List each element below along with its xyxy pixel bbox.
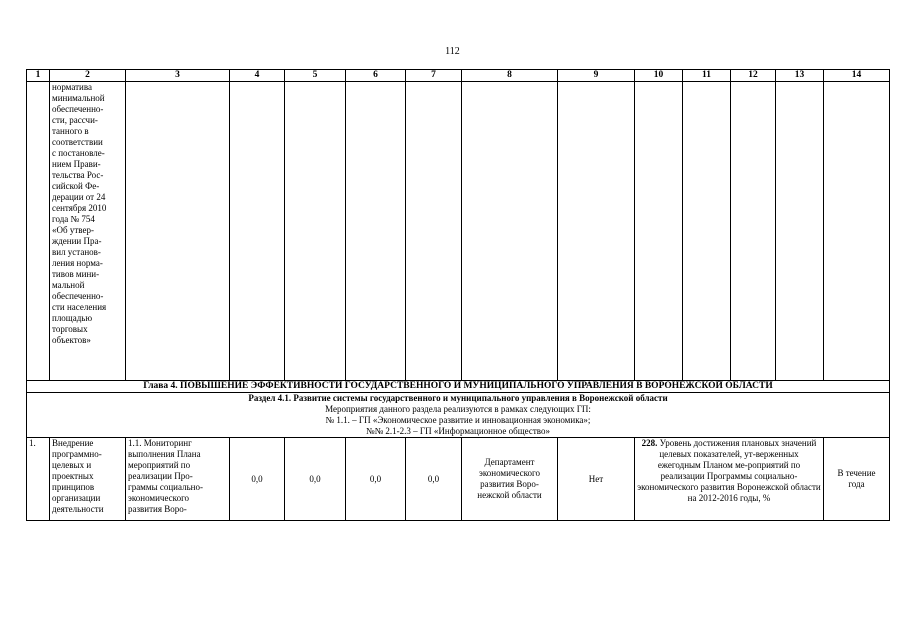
column-header-row bbox=[27, 70, 890, 82]
table-cell bbox=[558, 82, 635, 381]
column-header: 13 bbox=[776, 70, 824, 82]
column-header: 3 bbox=[126, 70, 230, 82]
chapter-title: Глава 4. ПОВЫШЕНИЕ ЭФФЕКТИВНОСТИ ГОСУДАРСТВЕННОГО И МУНИЦИПАЛЬНОГО УПРАВЛЕНИЯ В ВОРОНЕЖСКОЙ ОБЛАСТИ bbox=[27, 381, 890, 393]
funding-value: 0,0 bbox=[230, 438, 285, 521]
document-table bbox=[26, 69, 890, 521]
column-header: 4 bbox=[230, 70, 285, 82]
column-header: 6 bbox=[346, 70, 406, 82]
column-header: 14 bbox=[824, 70, 890, 82]
responsible-department: Департамент экономического развития Воро- нежской области bbox=[462, 438, 558, 521]
column-header: 11 bbox=[683, 70, 731, 82]
column-header: 5 bbox=[285, 70, 346, 82]
activity-name: Внедрение программно- целевых и проектных принципов организации деятельности bbox=[50, 438, 126, 521]
chapter-row bbox=[27, 381, 890, 393]
row-number: 1. bbox=[27, 438, 50, 521]
section-cell bbox=[27, 393, 890, 438]
table-row bbox=[27, 438, 890, 521]
table-cell bbox=[731, 82, 776, 381]
table-cell bbox=[346, 82, 406, 381]
table-cell bbox=[27, 82, 50, 381]
timeframe: В течение года bbox=[824, 438, 890, 521]
continuation-text: норматива минимальной обеспеченно- сти, рассчи- танного в соответствии с постановле- нием Прави- тельства Рос- сийской Фе- дерации от 24 сентября 2010 года № 754 «Об утвер- ждении Пра- вил установ- ления норма- тивов мини- мальной обеспеченно- сти населения площадью торговых объектов» bbox=[50, 82, 126, 381]
table-cell bbox=[635, 82, 683, 381]
column-header: 9 bbox=[558, 70, 635, 82]
section-line: №№ 2.1-2.3 – ГП «Информационное общество» bbox=[366, 426, 550, 436]
indicator-text: Уровень достижения плановых значений целевых показателей, ут-верженных ежегодным Планом ме-роприятий по реализации Программы социально-экономического развития Воронежской области на 2012-2016 годы, % bbox=[637, 438, 821, 503]
table-cell bbox=[824, 82, 890, 381]
funding-value: 0,0 bbox=[346, 438, 406, 521]
indicator-number: 228. bbox=[641, 438, 658, 448]
page-number: 112 bbox=[445, 46, 460, 57]
indicator-cell bbox=[635, 438, 824, 521]
column-header: 2 bbox=[50, 70, 126, 82]
section-row bbox=[27, 393, 890, 438]
table-cell bbox=[776, 82, 824, 381]
column-header: 10 bbox=[635, 70, 683, 82]
column-header: 12 bbox=[731, 70, 776, 82]
table-cell bbox=[462, 82, 558, 381]
table-cell bbox=[230, 82, 285, 381]
table-cell bbox=[285, 82, 346, 381]
measure-description: 1.1. Мониторинг выполнения Плана мероприятий по реализации Про- граммы социально- экономического развития Воро- bbox=[126, 438, 230, 521]
table-cell bbox=[683, 82, 731, 381]
column-header: 1 bbox=[27, 70, 50, 82]
value-cell: Нет bbox=[558, 438, 635, 521]
section-title: Раздел 4.1. Развитие системы государственного и муниципального управления в Воронежской области bbox=[248, 393, 668, 403]
table-cell bbox=[406, 82, 462, 381]
funding-value: 0,0 bbox=[406, 438, 462, 521]
funding-value: 0,0 bbox=[285, 438, 346, 521]
column-header: 7 bbox=[406, 70, 462, 82]
table-cell bbox=[126, 82, 230, 381]
column-header: 8 bbox=[462, 70, 558, 82]
section-line: № 1.1. – ГП «Экономическое развитие и инновационная экономика»; bbox=[325, 415, 591, 425]
section-line: Мероприятия данного раздела реализуются в рамках следующих ГП: bbox=[325, 404, 591, 414]
continuation-row bbox=[27, 82, 890, 381]
